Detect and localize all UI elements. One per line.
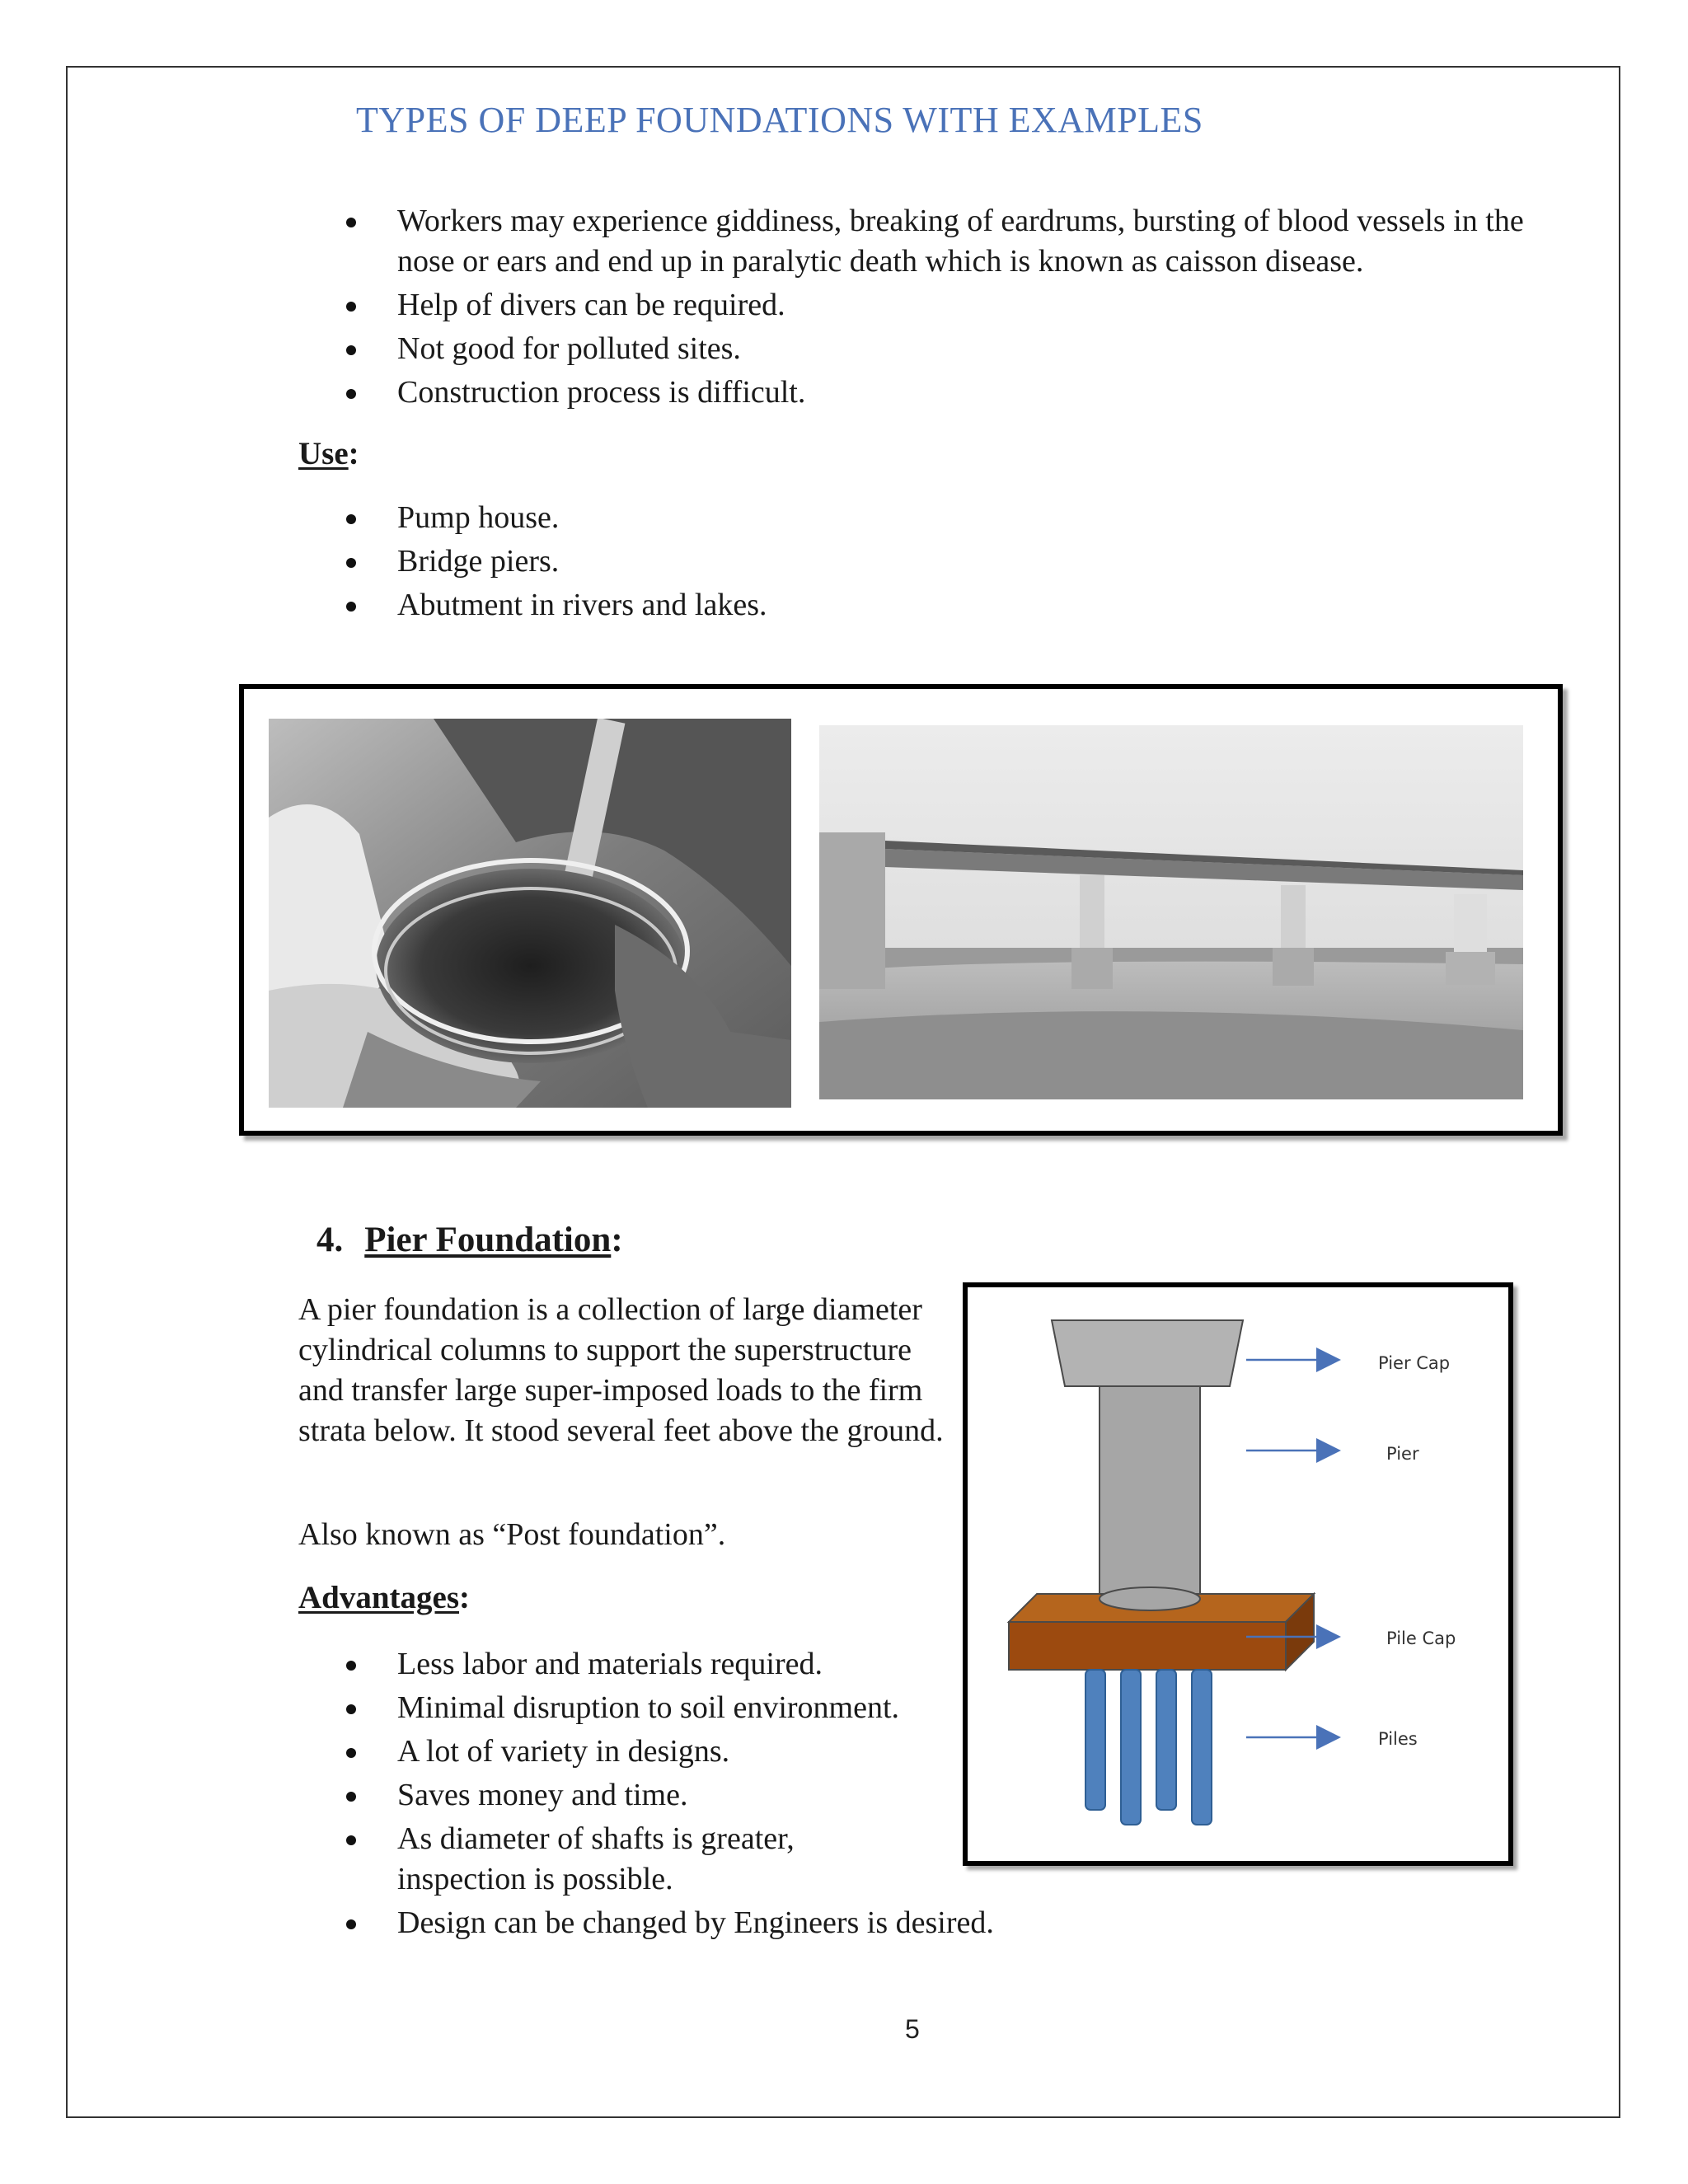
list-item: Help of divers can be required. <box>298 285 1584 326</box>
pile-2 <box>1121 1670 1141 1825</box>
list-item: Less labor and materials required. <box>298 1644 1205 1685</box>
list-item: A lot of variety in designs. <box>298 1732 1205 1772</box>
list-item: As diameter of shafts is greater, inspection is possible. <box>298 1819 826 1900</box>
pier-shape <box>1100 1386 1200 1599</box>
pier-base <box>1100 1587 1200 1610</box>
list-item: Not good for polluted sites. <box>298 329 1584 369</box>
pile-cap-front <box>1009 1622 1286 1670</box>
pile-1 <box>1085 1670 1105 1810</box>
list-item: Minimal disruption to soil environment. <box>298 1688 1205 1728</box>
list-item: Abutment in rivers and lakes. <box>298 585 1287 626</box>
advantages-heading: Advantages: <box>298 1580 471 1615</box>
disadvantages-list <box>298 201 1584 416</box>
diagram-drawing <box>968 1287 1508 1861</box>
caisson-excavation-photo <box>269 719 791 1108</box>
list-item: Saves money and time. <box>298 1775 1205 1816</box>
pile-3 <box>1156 1670 1176 1810</box>
list-item: Design can be changed by Engineers is desired. <box>298 1903 1205 1943</box>
list-item: Construction process is difficult. <box>298 373 1584 413</box>
pier-label: Pier <box>1386 1444 1419 1464</box>
bridge-piers-photo <box>819 725 1523 1099</box>
use-heading: Use: <box>298 436 359 471</box>
pile-4 <box>1192 1670 1212 1825</box>
section-description: A pier foundation is a collection of large diameter cylindrical columns to support the superstructure and transfer large super-imposed loads to the firm strata below. It stood several feet above the ground. <box>298 1292 944 1448</box>
photo-frame <box>239 684 1563 1136</box>
list-item: Bridge piers. <box>298 541 1287 582</box>
list-item: Pump house. <box>298 498 1287 538</box>
pile-cap-label: Pile Cap <box>1386 1629 1456 1648</box>
also-known-as: Also known as “Post foundation”. <box>298 1517 726 1552</box>
page-title: TYPES OF DEEP FOUNDATIONS WITH EXAMPLES <box>356 100 1203 140</box>
piles-label: Piles <box>1378 1729 1418 1749</box>
use-list <box>298 498 1287 629</box>
section-heading: 4. Pier Foundation: <box>316 1221 623 1259</box>
pier-cap-shape <box>1052 1320 1243 1386</box>
list-item: Workers may experience giddiness, breaking of eardrums, bursting of blood vessels in the nose or ears and end up in paralytic death which is known as caisson disease. <box>298 201 1584 282</box>
pier-cap-label: Pier Cap <box>1378 1353 1451 1373</box>
page-number: 5 <box>905 2014 920 2044</box>
pier-foundation-diagram <box>963 1282 1513 1866</box>
